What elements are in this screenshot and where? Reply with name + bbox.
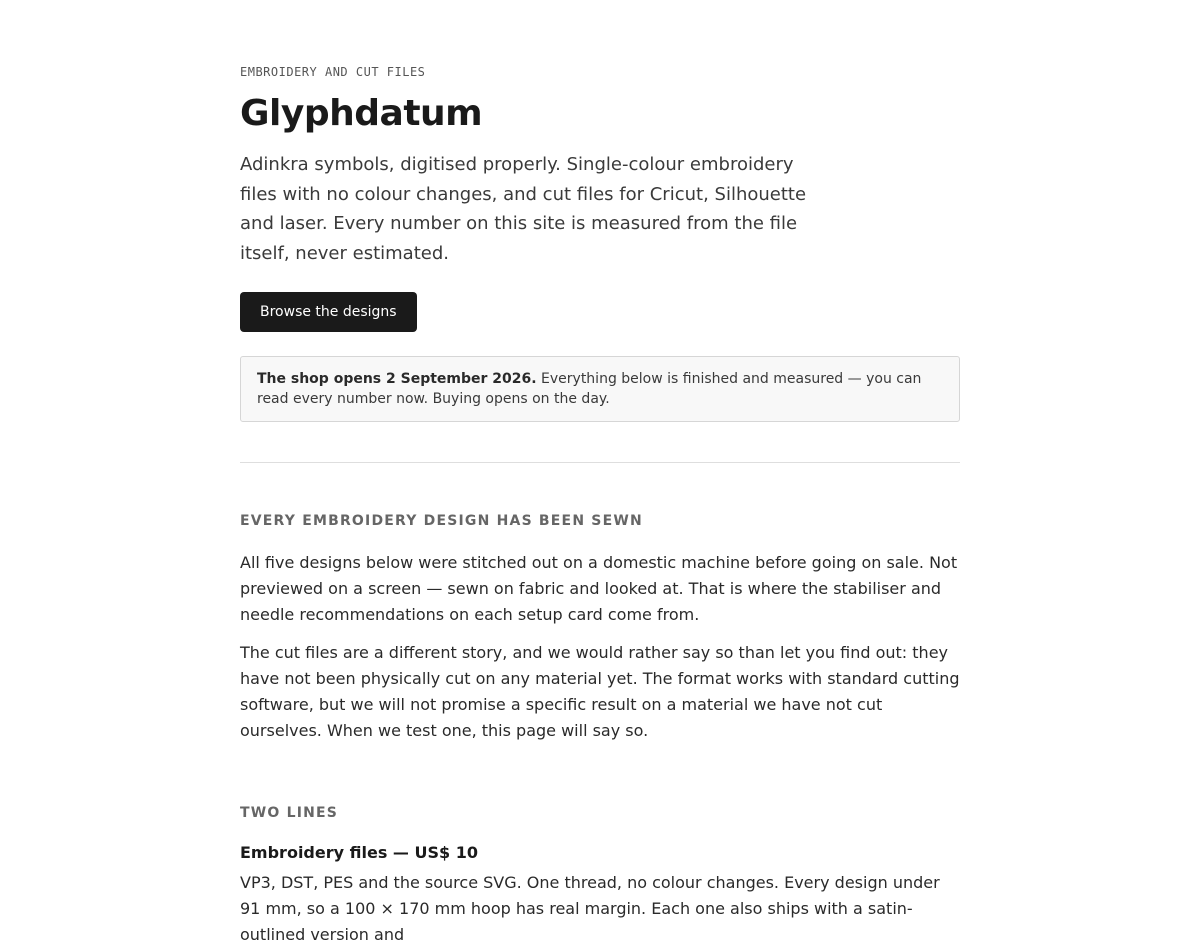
sewn-paragraph-2: The cut files are a different story, and we would rather say so than let you find out: they have not been physically cut on any material yet. The format works with standard cutting software, but we will not promise a specific result on a material we have not cut ourselves. When we test one, this page will say so. [240,643,960,740]
sewn-paragraph-1: All five designs below were stitched out on a domestic machine before going on sale. Not previewed on a screen — sewn on fabric and looked at. That is where the stabiliser and needle recommendations on each setup card come from. [240,553,958,624]
notice-date: The shop opens 2 September 2026. [257,371,537,387]
notice-text: Everything below is finished and measured — you can read every number now. Buying opens on the day. [257,371,922,407]
intro-text: Adinkra symbols, digitised properly. Single-colour embroidery files with no colour changes, and cut files for Cricut, Silhouette and laser. Every number on this site is measured from the file itself, never estimated. [240,154,807,264]
section-heading-two-lines: TWO LINES [240,805,339,821]
site-title: Glyphdatum [240,93,483,134]
eyebrow: EMBROIDERY AND CUT FILES [240,65,426,79]
section-heading-sewn: EVERY EMBROIDERY DESIGN HAS BEEN SEWN [240,513,643,529]
page [240,0,960,948]
divider [240,462,960,463]
product-description-embroidery: VP3, DST, PES and the source SVG. One thread, no colour changes. Every design under 91 mm, so a 100 × 170 mm hoop has real margin. Each one also ships with a satin-outlined version and [240,873,940,944]
browse-designs-button[interactable]: Browse the designs [240,292,417,332]
shop-opening-notice [240,356,960,422]
product-title-embroidery: Embroidery files — US$ 10 [240,843,478,862]
